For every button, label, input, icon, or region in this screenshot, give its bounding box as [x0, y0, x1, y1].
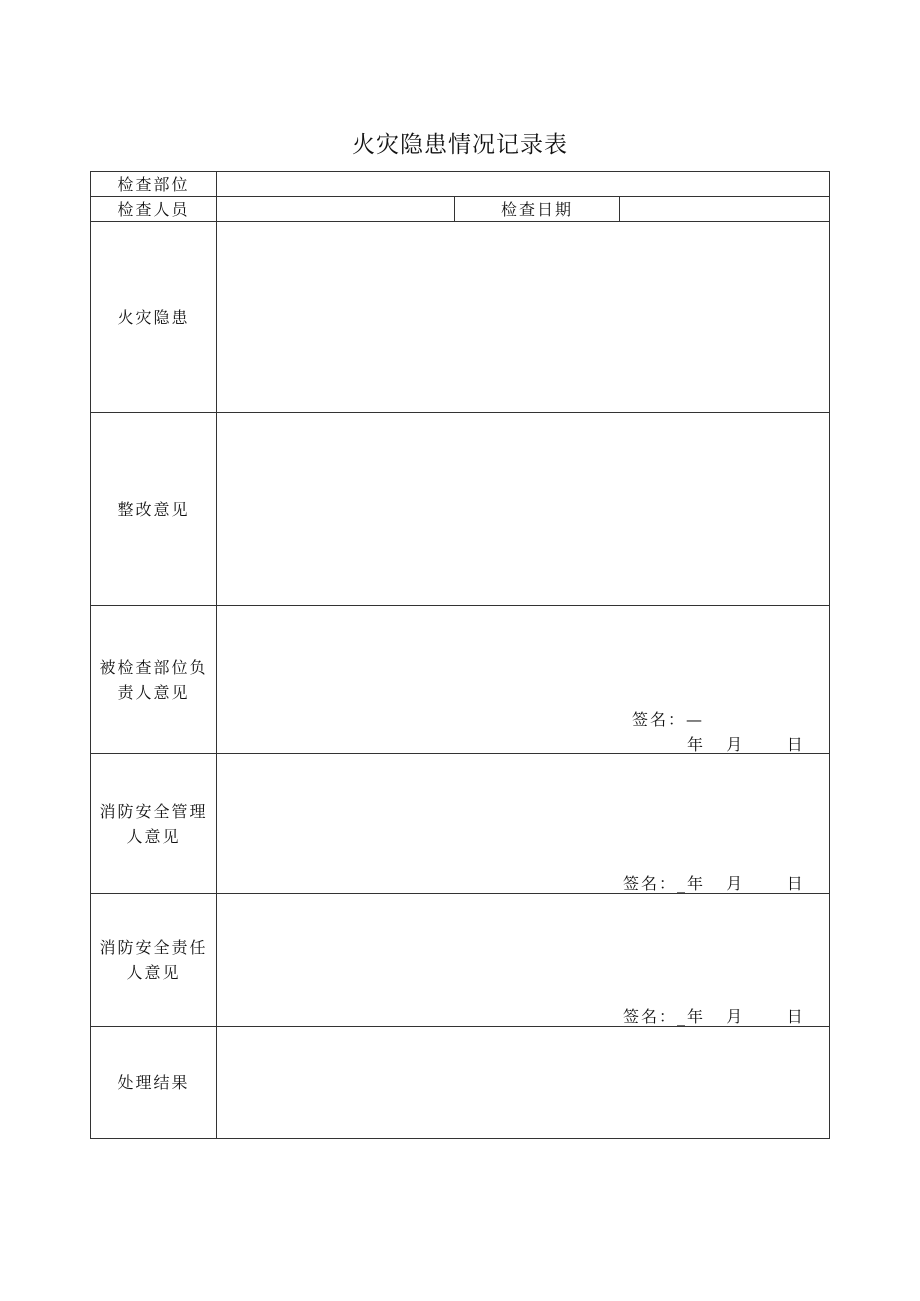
- inspection-area-label: 检查部位: [90, 171, 217, 197]
- dept-head-signature: 签名：—: [632, 710, 705, 729]
- safety-manager-signature-date: 签名：_年 月 日: [623, 874, 805, 893]
- inspection-date-label: 检查日期: [454, 196, 620, 222]
- dept-head-date-line: 年 月 日: [687, 735, 805, 754]
- dept-head-opinion-label: 被检查部位负责人意见: [90, 605, 217, 754]
- safety-responsible-signature-date: 签名：_年 月 日: [623, 1007, 805, 1026]
- inspector-field[interactable]: [216, 196, 455, 222]
- safety-manager-opinion-label: 消防安全管理人意见: [90, 753, 217, 894]
- rectification-label: 整改意见: [90, 412, 217, 606]
- result-field[interactable]: [216, 1026, 830, 1139]
- form-title: 火灾隐患情况记录表: [352, 132, 568, 158]
- inspection-area-field[interactable]: [216, 171, 830, 197]
- inspection-date-field[interactable]: [619, 196, 830, 222]
- result-label: 处理结果: [90, 1026, 217, 1139]
- fire-hazard-field[interactable]: [216, 221, 830, 413]
- safety-responsible-opinion-field[interactable]: [216, 893, 830, 1027]
- safety-responsible-opinion-label: 消防安全责任人意见: [90, 893, 217, 1027]
- fire-hazard-label: 火灾隐患: [90, 221, 217, 413]
- rectification-field[interactable]: [216, 412, 830, 606]
- inspector-label: 检查人员: [90, 196, 217, 222]
- safety-manager-opinion-field[interactable]: [216, 753, 830, 894]
- dept-head-opinion-field[interactable]: [216, 605, 830, 754]
